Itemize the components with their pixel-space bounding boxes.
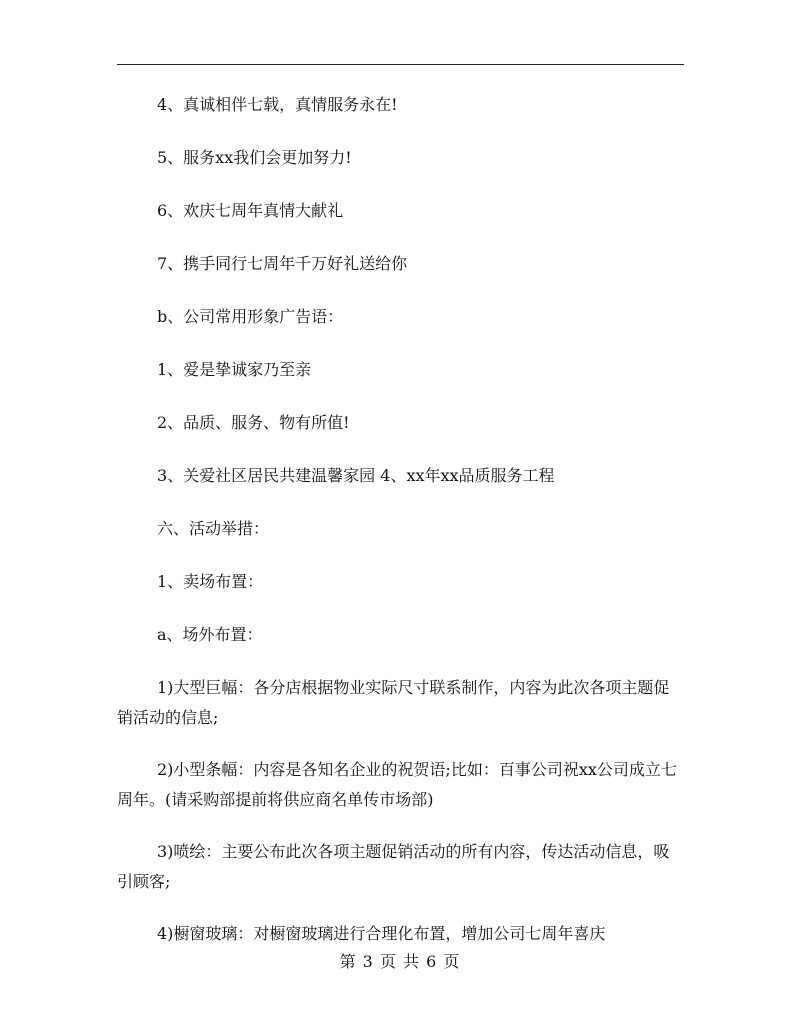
- paragraph: 5、服务xx我们会更加努力!: [157, 148, 352, 167]
- paragraph: 6、欢庆七周年真情大献礼: [157, 201, 344, 220]
- paragraph: 2、品质、服务、物有所值!: [157, 413, 350, 432]
- subsection-heading: a、场外布置：: [157, 625, 263, 644]
- header-rule: [117, 64, 684, 65]
- paragraph: 3、关爱社区居民共建温馨家园 4、xx年xx品质服务工程: [157, 466, 555, 485]
- paragraph: 3)喷绘：主要公布此次各项主题促销活动的所有内容，传达活动信息，吸引顾客;: [117, 842, 670, 891]
- paragraph: 1)大型巨幅：各分店根据物业实际尺寸联系制作，内容为此次各项主题促销活动的信息;: [117, 678, 670, 727]
- document-body: [117, 90, 684, 972]
- page-number: 第 3 页 共 6 页: [339, 952, 461, 971]
- paragraph: 4、真诚相伴七载，真情服务永在!: [157, 95, 398, 114]
- paragraph: 4)橱窗玻璃：对橱窗玻璃进行合理化布置，增加公司七周年喜庆: [157, 924, 606, 943]
- paragraph: 1、爱是挚诚家乃至亲: [157, 360, 312, 379]
- paragraph: 7、携手同行七周年千万好礼送给你: [157, 254, 408, 273]
- paragraph: 2)小型条幅：内容是各知名企业的祝贺语;比如：百事公司祝xx公司成立七周年。(请采购部提前将供应商名单传市场部): [117, 760, 677, 809]
- section-heading: 六、活动举措：: [157, 519, 270, 538]
- subsection-heading: 1、卖场布置：: [157, 572, 264, 591]
- paragraph: b、公司常用形象广告语：: [157, 307, 344, 326]
